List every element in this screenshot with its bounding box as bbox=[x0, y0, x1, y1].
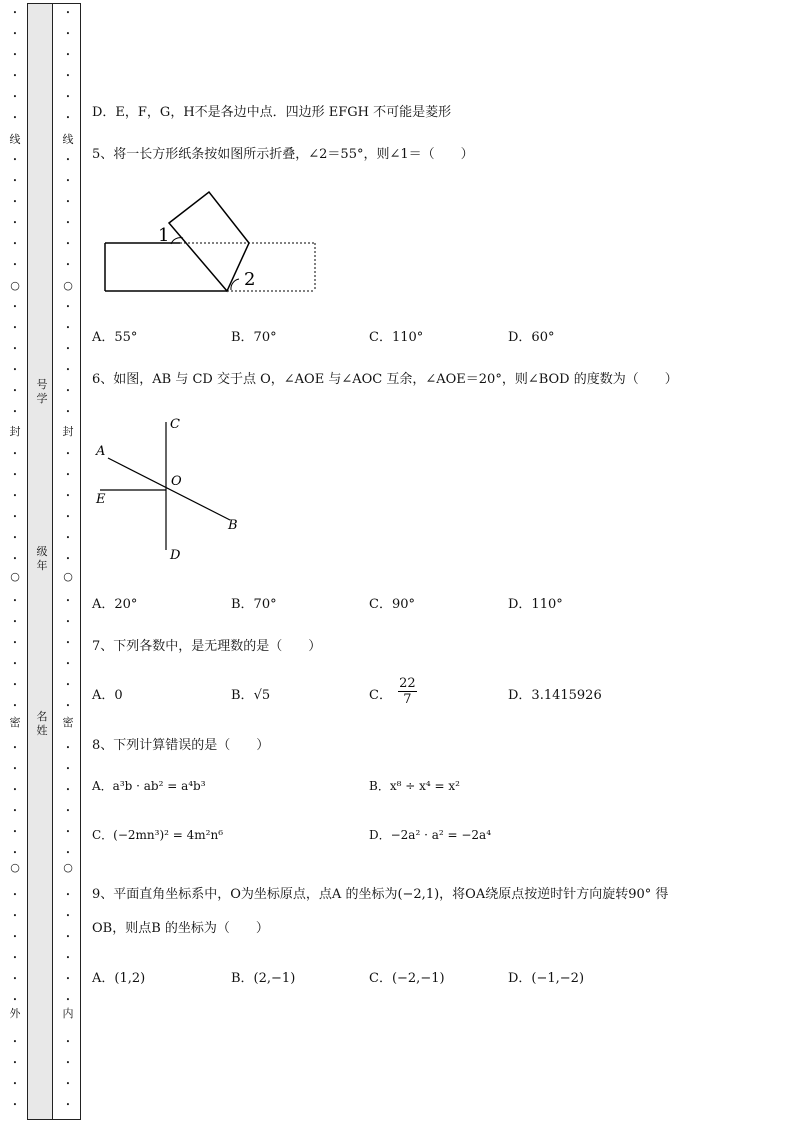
binding-dot: • bbox=[12, 492, 18, 500]
binding-dot: • bbox=[65, 681, 71, 689]
margin-circle: ○ bbox=[10, 861, 20, 874]
binding-dot: • bbox=[12, 366, 18, 374]
binding-dot: • bbox=[65, 324, 71, 332]
binding-dot: • bbox=[65, 807, 71, 815]
q7-option-a[interactable]: A．0 bbox=[92, 688, 123, 703]
binding-dot: • bbox=[12, 303, 18, 311]
binding-dot: • bbox=[12, 618, 18, 626]
margin-label-mi-right: 密 bbox=[62, 716, 74, 729]
binding-dot: • bbox=[12, 744, 18, 752]
binding-dot: • bbox=[65, 828, 71, 836]
binding-dot: • bbox=[12, 639, 18, 647]
q9-option-d[interactable]: D．(−1,−2) bbox=[508, 971, 585, 986]
q6-option-b[interactable]: B．70° bbox=[231, 597, 277, 612]
binding-dot: • bbox=[12, 114, 18, 122]
binding-dot: • bbox=[12, 240, 18, 248]
label-a: A bbox=[96, 444, 106, 459]
binding-dot: • bbox=[12, 219, 18, 227]
binding-dot: • bbox=[12, 660, 18, 668]
binding-dot: • bbox=[65, 1038, 71, 1046]
label-e: E bbox=[96, 492, 106, 507]
binding-dot: • bbox=[65, 702, 71, 710]
binding-dot: • bbox=[12, 156, 18, 164]
margin-label-feng-right: 封 bbox=[62, 425, 74, 438]
binding-dot: • bbox=[12, 198, 18, 206]
binding-dot: • bbox=[65, 387, 71, 395]
binding-dot: • bbox=[65, 492, 71, 500]
margin-label-wai-left: 外 bbox=[9, 1007, 21, 1020]
fraction bbox=[398, 676, 417, 707]
binding-dot: • bbox=[12, 975, 18, 983]
margin-circle: ○ bbox=[63, 861, 73, 874]
label-b: B bbox=[228, 518, 238, 533]
binding-dot: • bbox=[12, 849, 18, 857]
q5-stem: 5、将一长方形纸条按如图所示折叠，∠2＝55°，则∠1＝（ ） bbox=[92, 147, 474, 162]
binding-dot: • bbox=[12, 828, 18, 836]
binding-dot: • bbox=[65, 534, 71, 542]
binding-dot: • bbox=[12, 933, 18, 941]
binding-dot: • bbox=[12, 996, 18, 1004]
binding-dot: • bbox=[12, 324, 18, 332]
margin-circle: ○ bbox=[63, 279, 73, 292]
binding-dot: • bbox=[12, 177, 18, 185]
q8-option-a[interactable]: A．a³b · ab² = a⁴b³ bbox=[92, 779, 206, 793]
fig-label-2: 2 bbox=[244, 269, 256, 290]
binding-dot: • bbox=[65, 555, 71, 563]
binding-dot: • bbox=[65, 93, 71, 101]
numerator: 22 bbox=[399, 676, 416, 691]
binding-dot: • bbox=[12, 93, 18, 101]
q7-option-d[interactable]: D．3.1415926 bbox=[508, 688, 602, 703]
binding-dot: • bbox=[65, 933, 71, 941]
binding-dot: • bbox=[65, 303, 71, 311]
binding-dot: • bbox=[65, 240, 71, 248]
binding-dot: • bbox=[12, 30, 18, 38]
q7-option-c[interactable] bbox=[369, 676, 417, 707]
binding-dot: • bbox=[65, 219, 71, 227]
q5-figure bbox=[95, 185, 325, 300]
label-d: D bbox=[170, 548, 181, 563]
binding-line bbox=[80, 3, 81, 1120]
margin-label-xian-left: 线 bbox=[9, 133, 21, 146]
binding-dot: • bbox=[12, 786, 18, 794]
q6-option-a[interactable]: A．20° bbox=[92, 597, 138, 612]
fig-label-1: 1 bbox=[158, 225, 170, 246]
binding-dot: • bbox=[65, 198, 71, 206]
binding-dot: • bbox=[12, 954, 18, 962]
q9-option-c[interactable]: C．(−2,−1) bbox=[369, 971, 445, 986]
binding-dot: • bbox=[65, 660, 71, 668]
binding-dot: • bbox=[65, 1101, 71, 1109]
label-o: O bbox=[171, 474, 182, 489]
binding-dot: • bbox=[65, 849, 71, 857]
q5-option-d[interactable]: D．60° bbox=[508, 330, 555, 345]
binding-dot: • bbox=[65, 450, 71, 458]
q8-stem: 8、下列计算错误的是（ ） bbox=[92, 738, 270, 753]
binding-dot: • bbox=[65, 366, 71, 374]
binding-dot: • bbox=[12, 1101, 18, 1109]
binding-dot: • bbox=[65, 261, 71, 269]
binding-dot: • bbox=[65, 156, 71, 164]
binding-dot: • bbox=[12, 450, 18, 458]
q5-option-b[interactable]: B．70° bbox=[231, 330, 277, 345]
binding-dot: • bbox=[65, 639, 71, 647]
binding-dot: • bbox=[12, 597, 18, 605]
binding-dot: • bbox=[65, 765, 71, 773]
binding-dot: • bbox=[65, 1080, 71, 1088]
binding-dot: • bbox=[12, 408, 18, 416]
binding-dot: • bbox=[12, 261, 18, 269]
sqrt-5: √5 bbox=[253, 688, 271, 703]
binding-dot: • bbox=[65, 618, 71, 626]
q8-option-b[interactable]: B．x⁸ ÷ x⁴ = x² bbox=[369, 779, 460, 793]
margin-circle: ○ bbox=[10, 570, 20, 583]
binding-dot: • bbox=[65, 912, 71, 920]
binding-dot: • bbox=[12, 681, 18, 689]
q7-option-b[interactable] bbox=[231, 684, 270, 703]
margin-label-xian-right: 线 bbox=[62, 133, 74, 146]
binding-dot: • bbox=[12, 51, 18, 59]
binding-dot: • bbox=[65, 975, 71, 983]
binding-dots-right bbox=[63, 0, 73, 1123]
margin-circle: ○ bbox=[63, 570, 73, 583]
binding-dot: • bbox=[65, 513, 71, 521]
margin-label-mi-left: 密 bbox=[9, 716, 21, 729]
binding-dots-left bbox=[10, 0, 20, 1123]
binding-dot: • bbox=[65, 345, 71, 353]
margin-circle: ○ bbox=[10, 279, 20, 292]
field-student-number: 号学 bbox=[36, 378, 48, 405]
binding-dot: • bbox=[12, 345, 18, 353]
q6-stem: 6、如图，AB 与 CD 交于点 O，∠AOE 与∠AOC 互余，∠AOE＝20°，则∠BOD 的度数为（ ） bbox=[92, 372, 678, 387]
binding-dot: • bbox=[12, 72, 18, 80]
binding-dot: • bbox=[12, 702, 18, 710]
binding-dot: • bbox=[12, 891, 18, 899]
option-letter: B． bbox=[231, 688, 254, 703]
label-c: C bbox=[170, 417, 180, 432]
denominator: 7 bbox=[403, 692, 412, 707]
q4-option-d: D．E，F，G，H不是各边中点．四边形 EFGH 不可能是菱形 bbox=[92, 105, 452, 120]
field-name: 名姓 bbox=[36, 710, 48, 737]
binding-dot: • bbox=[65, 891, 71, 899]
binding-dot: • bbox=[65, 51, 71, 59]
field-class: 级年 bbox=[36, 545, 48, 572]
binding-dot: • bbox=[12, 513, 18, 521]
binding-dot: • bbox=[12, 555, 18, 563]
binding-dot: • bbox=[12, 912, 18, 920]
q9-option-b[interactable]: B．(2,−1) bbox=[231, 971, 296, 986]
binding-dot: • bbox=[12, 387, 18, 395]
q5-option-c[interactable]: C．110° bbox=[369, 330, 424, 345]
q8-option-d[interactable]: D．−2a² · a² = −2a⁴ bbox=[369, 828, 492, 842]
binding-dot: • bbox=[65, 1059, 71, 1067]
binding-dot: • bbox=[65, 30, 71, 38]
binding-dot: • bbox=[12, 1059, 18, 1067]
binding-dot: • bbox=[12, 807, 18, 815]
q7-stem: 7、下列各数中，是无理数的是（ ） bbox=[92, 639, 322, 654]
q6-option-c[interactable]: C．90° bbox=[369, 597, 415, 612]
binding-dot: • bbox=[12, 765, 18, 773]
binding-dot: • bbox=[12, 1038, 18, 1046]
q6-figure bbox=[92, 412, 252, 567]
binding-dot: • bbox=[65, 954, 71, 962]
binding-dot: • bbox=[65, 177, 71, 185]
binding-dot: • bbox=[12, 534, 18, 542]
binding-dot: • bbox=[12, 9, 18, 17]
q9-stem-line1: 9、平面直角坐标系中，O为坐标原点，点A 的坐标为(−2,1)，将OA绕原点按逆时针方向旋转90° 得 bbox=[92, 887, 669, 902]
binding-dot: • bbox=[65, 996, 71, 1004]
binding-dot: • bbox=[65, 744, 71, 752]
binding-dot: • bbox=[12, 471, 18, 479]
q8-option-c[interactable]: C．(−2mn³)² = 4m²n⁶ bbox=[92, 828, 224, 842]
binding-dot: • bbox=[65, 72, 71, 80]
margin-label-nei-right: 内 bbox=[62, 1007, 74, 1020]
q6-option-d[interactable]: D．110° bbox=[508, 597, 563, 612]
binding-dot: • bbox=[12, 1080, 18, 1088]
binding-dot: • bbox=[65, 9, 71, 17]
binding-dot: • bbox=[65, 786, 71, 794]
margin-label-feng-left: 封 bbox=[9, 425, 21, 438]
q9-option-a[interactable]: A．(1,2) bbox=[92, 971, 146, 986]
option-letter: C． bbox=[369, 688, 392, 703]
q9-stem-line2: OB，则点B 的坐标为（ ） bbox=[92, 921, 269, 936]
binding-dot: • bbox=[65, 114, 71, 122]
binding-dot: • bbox=[65, 471, 71, 479]
binding-dot: • bbox=[65, 408, 71, 416]
q5-option-a[interactable]: A．55° bbox=[92, 330, 138, 345]
binding-dot: • bbox=[65, 597, 71, 605]
